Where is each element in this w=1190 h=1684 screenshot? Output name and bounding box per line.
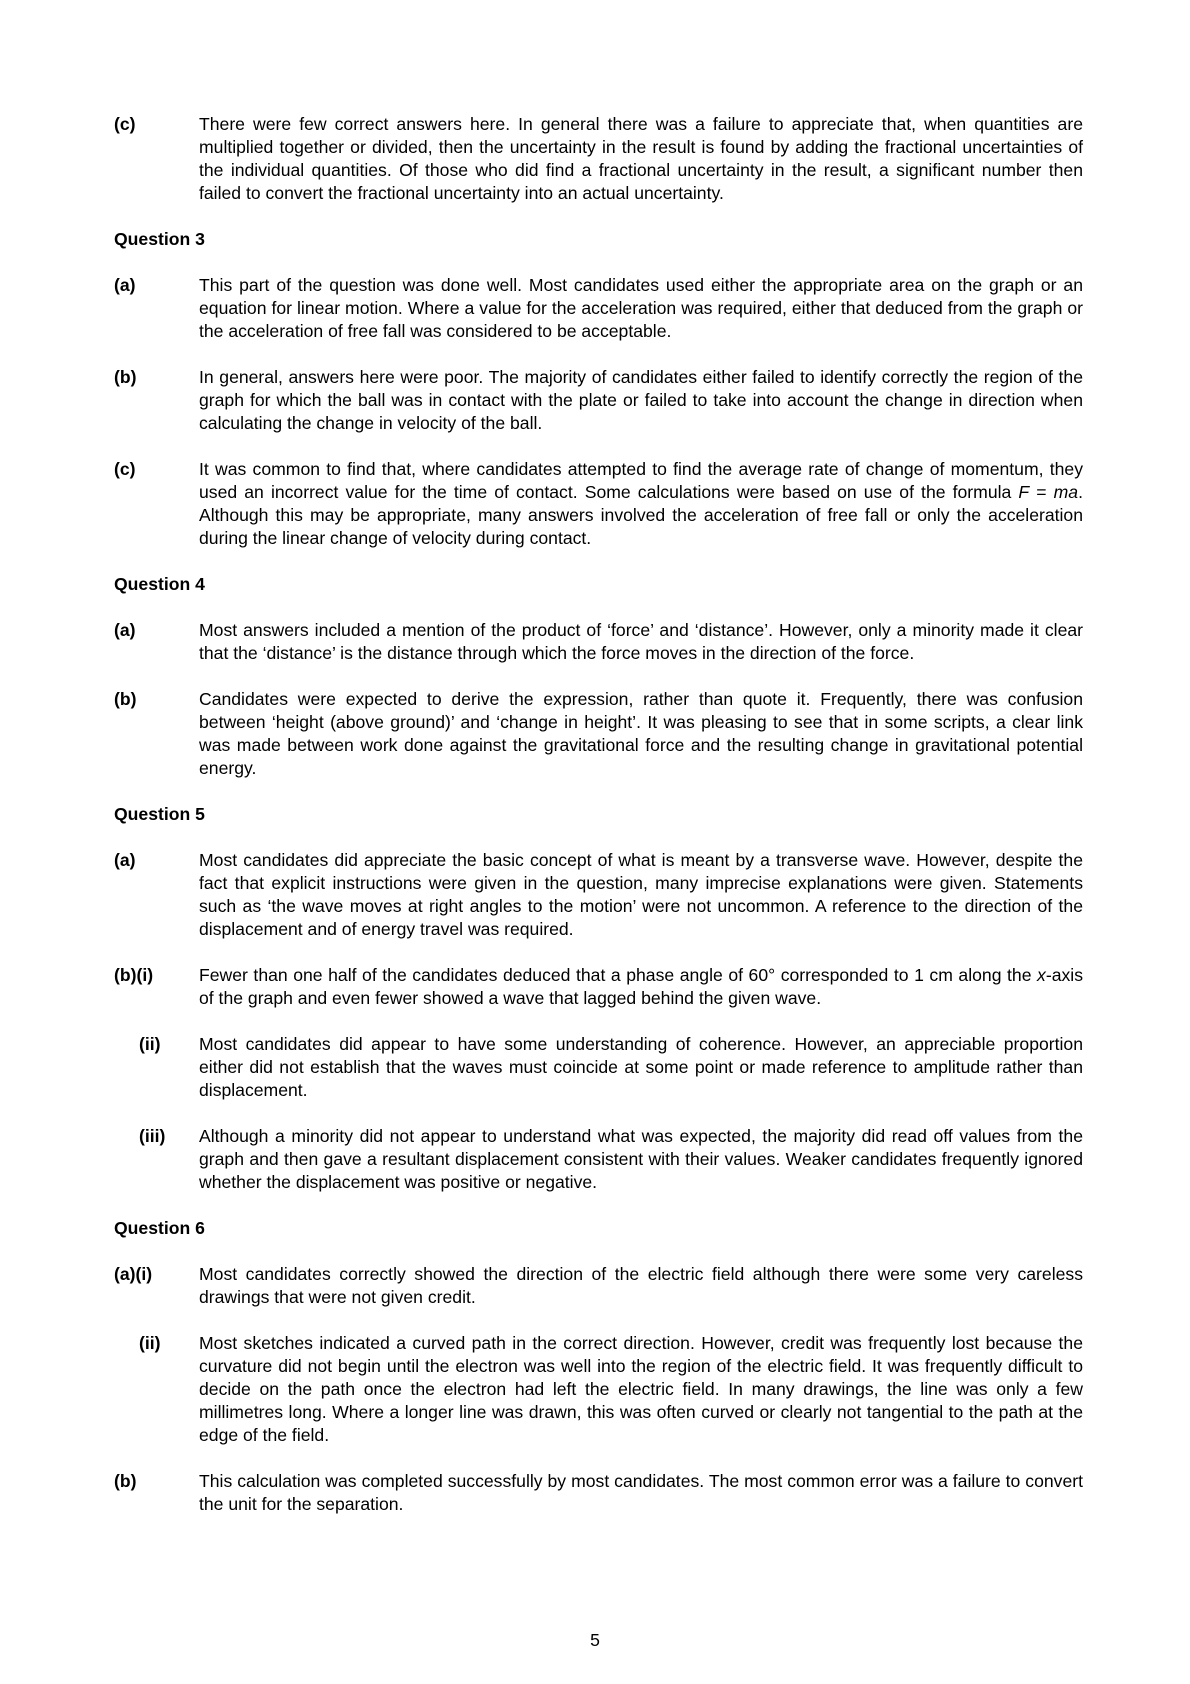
item-text: Most candidates did appreciate the basic concept of what is meant by a transverse wave. However, despite the fact that explicit instructions were given in the question, many imprecise explanations were given. Statements such as ‘the wave moves at right angles to the motion’ were not uncommon. A reference to the direction of the displacement and of energy travel was required. bbox=[199, 850, 1083, 939]
item-text: This calculation was completed successfully by most candidates. The most common error was a failure to convert the unit for the separation. bbox=[199, 1471, 1083, 1514]
item-text bbox=[199, 458, 1083, 550]
question-heading: Question 4 bbox=[114, 574, 205, 594]
answer-item bbox=[114, 274, 1083, 343]
answer-item bbox=[114, 1033, 1083, 1102]
text-run: It was common to find that, where candidates attempted to find the average rate of change of momentum, they used an incorrect value for the time of contact. Some calculations were based on use of the formula bbox=[199, 459, 1083, 502]
page-number: 5 bbox=[590, 1630, 600, 1650]
item-label: (b) bbox=[114, 689, 137, 709]
item-text: Although a minority did not appear to understand what was expected, the majority did read off values from the graph and then gave a resultant displacement consistent with their values. Weaker candidates frequently ignored whether the displacement was positive or negative. bbox=[199, 1126, 1083, 1192]
question-heading: Question 3 bbox=[114, 229, 205, 249]
text-run: -axis of the graph and even fewer showed a wave that lagged behind the given wave. bbox=[199, 965, 1083, 1008]
item-text: Most candidates correctly showed the direction of the electric field although there were some very careless drawings that were not given credit. bbox=[199, 1264, 1083, 1307]
item-text: There were few correct answers here. In general there was a failure to appreciate that, when quantities are multiplied together or divided, then the uncertainty in the result is found by adding the fractional uncertainties of the individual quantities. Of those who did find a fractional uncertainty in the result, a significant number then failed to convert the fractional uncertainty into an actual uncertainty. bbox=[199, 114, 1083, 203]
item-sublabel: (iii) bbox=[139, 1126, 166, 1146]
answer-item bbox=[114, 1470, 1083, 1516]
formula-variable: ma bbox=[1053, 482, 1079, 502]
item-label: (a) bbox=[114, 850, 136, 870]
answer-item bbox=[114, 849, 1083, 941]
item-sublabel: (ii) bbox=[139, 1034, 161, 1054]
text-run: . Although this may be appropriate, many answers involved the acceleration of free fall or only the acceleration during the linear change of velocity during contact. bbox=[199, 482, 1083, 548]
answer-item bbox=[114, 113, 1083, 205]
text-run: Fewer than one half of the candidates deduced that a phase angle of 60° corresponded to 1 cm along the bbox=[199, 965, 1038, 985]
answer-item bbox=[114, 964, 1083, 1010]
item-label: (b)(i) bbox=[114, 965, 154, 985]
formula-variable: F bbox=[1018, 482, 1030, 502]
answer-item bbox=[114, 366, 1083, 435]
question-heading: Question 6 bbox=[114, 1218, 205, 1238]
answer-item bbox=[114, 619, 1083, 665]
item-text: Most candidates did appear to have some understanding of coherence. However, an appreciable proportion either did not establish that the waves must coincide at some point or made reference to amplitude rather than displacement. bbox=[199, 1034, 1083, 1100]
answer-item bbox=[114, 458, 1083, 550]
item-text: In general, answers here were poor. The majority of candidates either failed to identify correctly the region of the graph for which the ball was in contact with the plate or failed to take into account the change in direction when calculating the change in velocity of the ball. bbox=[199, 367, 1083, 433]
item-sublabel: (ii) bbox=[139, 1333, 161, 1353]
answer-item bbox=[114, 1332, 1083, 1447]
item-text: Most answers included a mention of the product of ‘force’ and ‘distance’. However, only a minority made it clear that the ‘distance’ is the distance through which the force moves in the direction of the force. bbox=[199, 620, 1083, 663]
item-label: (b) bbox=[114, 367, 137, 387]
item-label: (c) bbox=[114, 114, 136, 134]
item-text: Most sketches indicated a curved path in the correct direction. However, credit was frequently lost because the curvature did not begin until the electron was well into the region of the electric field. It was frequently difficult to decide on the path once the electron had left the electric field. In many drawings, the line was only a few millimetres long. Where a longer line was drawn, this was often curved or clearly not tangential to the path at the edge of the field. bbox=[199, 1333, 1083, 1445]
report-body bbox=[114, 113, 1083, 1539]
item-text bbox=[199, 964, 1083, 1010]
answer-item bbox=[114, 1263, 1083, 1309]
answer-item bbox=[114, 1125, 1083, 1194]
item-label: (c) bbox=[114, 459, 136, 479]
item-label: (b) bbox=[114, 1471, 137, 1491]
formula-variable: x bbox=[1037, 965, 1046, 985]
item-label: (a) bbox=[114, 620, 136, 640]
item-text: This part of the question was done well. Most candidates used either the appropriate area on the graph or an equation for linear motion. Where a value for the acceleration was required, either that deduced from the graph or the acceleration of free fall was considered to be acceptable. bbox=[199, 275, 1083, 341]
item-label: (a) bbox=[114, 275, 136, 295]
text-run: = bbox=[1029, 482, 1054, 502]
answer-item bbox=[114, 688, 1083, 780]
item-text: Candidates were expected to derive the expression, rather than quote it. Frequently, there was confusion between ‘height (above ground)’ and ‘change in height’. It was pleasing to see that in some scripts, a clear link was made between work done against the gravitational force and the resulting change in gravitational potential energy. bbox=[199, 689, 1083, 778]
question-heading: Question 5 bbox=[114, 804, 205, 824]
item-label: (a)(i) bbox=[114, 1264, 153, 1284]
